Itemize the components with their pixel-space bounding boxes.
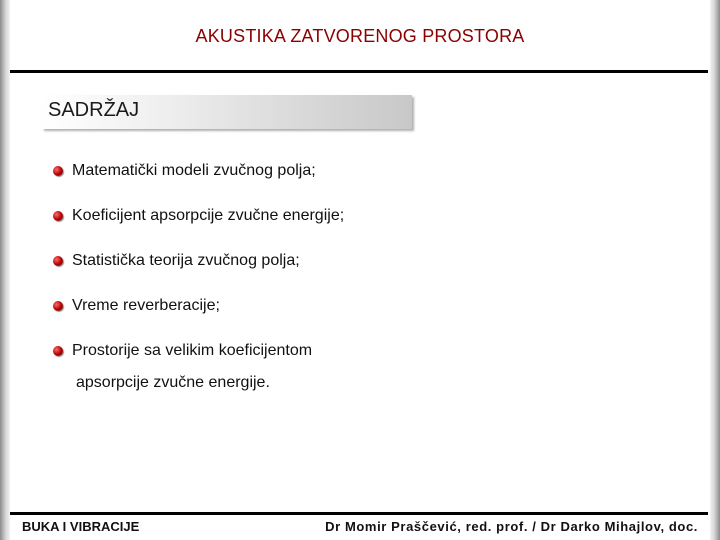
section-heading-box — [42, 95, 412, 129]
bullet-list — [52, 160, 672, 385]
right-side-band — [710, 0, 720, 540]
bullet-text: Koeficijent apsorpcije zvučne energije; — [72, 207, 345, 224]
left-side-band — [0, 0, 10, 540]
bullet-text: Prostorije sa velikim koeficijentom — [72, 342, 313, 359]
footer-course: BUKA I VIBRACIJE — [22, 519, 140, 534]
bullet-continuation-text: apsorpcije zvučne energije. — [76, 374, 270, 391]
list-item — [52, 250, 672, 295]
section-heading: SADRŽAJ — [48, 99, 140, 121]
red-ball-bullet-icon — [53, 256, 63, 266]
top-divider — [10, 70, 708, 73]
red-ball-bullet-icon — [53, 166, 63, 176]
slide-title: AKUSTIKA ZATVORENOG PROSTORA — [195, 26, 525, 46]
bottom-divider — [10, 512, 708, 515]
red-ball-bullet-icon — [53, 211, 63, 221]
red-ball-bullet-icon — [53, 301, 63, 311]
list-item — [52, 160, 672, 205]
bullet-text: Vreme reverberacije; — [72, 297, 220, 314]
list-item — [52, 205, 672, 250]
list-item — [52, 295, 672, 340]
bullet-text: Statistička teorija zvučnog polja; — [72, 252, 300, 269]
red-ball-bullet-icon — [53, 346, 63, 356]
footer-authors: Dr Momir Praščević, red. prof. / Dr Darko Mihajlov, doc. — [325, 519, 698, 534]
bullet-text: Matematički modeli zvučnog polja; — [72, 162, 316, 179]
